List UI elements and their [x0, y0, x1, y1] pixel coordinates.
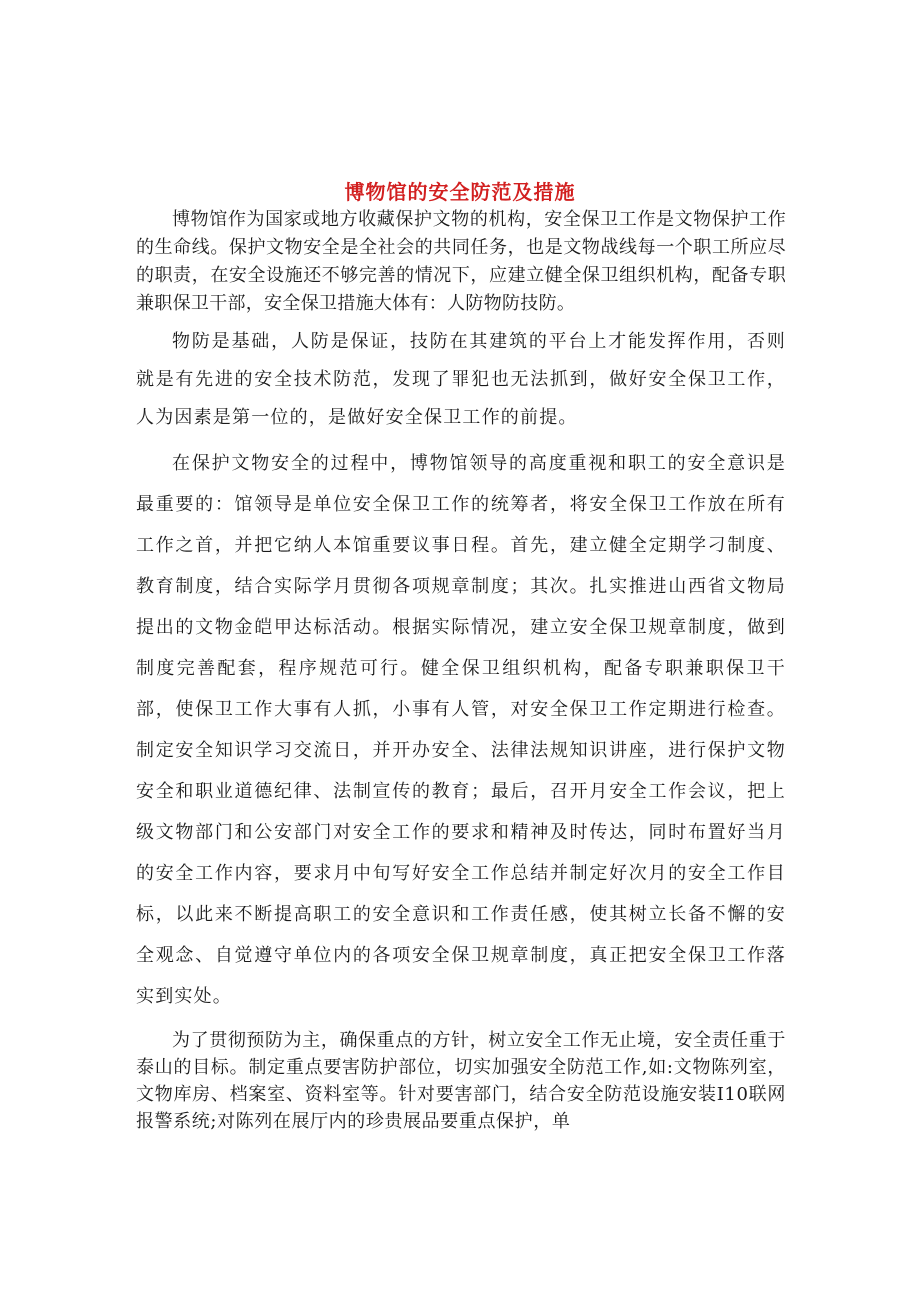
paragraph-intro: 博物馆作为国家或地方收藏保护文物的机构，安全保卫工作是文物保护工作的生命线。保护文物安全是全社会的共同任务，也是文物战线每一个职工所应尽的职责，在安全设施还不够完善的情况下，应建立健全保卫组织机构，配备专职兼职保卫干部，安全保卫措施大体有：人防物防技防。 [136, 209, 786, 314]
paragraph-leadership-awareness: 在保护文物安全的过程中，博物馆领导的高度重视和职工的安全意识是最重要的：馆领导是单位安全保卫工作的统筹者，将安全保卫工作放在所有工作之首，并把它纳人本馆重要议事日程。首先，建立健全定期学刁制度、教育制度，结合实际学月贯彻各项规章制度；其次。扎实推进山西省文物局提出的文物金皑甲达标活动。根据实际情况，建立安全保卫规章制度，做到制度完善配套，程序规范可行。健全保卫组织机构，配备专职兼职保卫干部，使保卫工作大事有人抓，小事有人管，对安全保卫工作定期进行检查。制定安全知识学习交流日，并开办安全、法律法规知识讲座，进行保护文物安全和职业道德纪律、法制宣传的教育；最后，召开月安全工作会议，把上级文物部门和公安部门对安全工作的要求和精神及时传达，同时布置好当月的安全工作内容，要求月中旬写好安全工作总结并制定好次月的安全工作目标，以此来不断提高职工的安全意识和工作责任感，使其树立长备不懈的安全观念、自觉遵守单位内的各项安全保卫规章制度，真正把安全保卫工作落实到实处。 [136, 453, 786, 1007]
document-title: 博物馆的安全防范及措施 [344, 180, 576, 205]
paragraph-physical-defense: 物防是基础，人防是保证，技防在其建筑的平台上才能发挥作用，否则就是有先进的安全技术防范，发现了罪犯也无法抓到，做好安全保卫工作，人为因素是第一位的，是做好安全保卫工作的前提。 [136, 331, 786, 428]
paragraph-key-protection: 为了贯彻预防为主，确保重点的方针，树立安全工作无止境，安全责任重于泰山的目标。制定重点要害防护部位，切实加强安全防范工作,如:文物陈列室，文物库房、档案室、资料室等。针对要害部门，结合安全防范设施安装I10联网报警系统;对陈列在展厅内的珍贵展品要重点保护，单 [136, 1030, 786, 1132]
